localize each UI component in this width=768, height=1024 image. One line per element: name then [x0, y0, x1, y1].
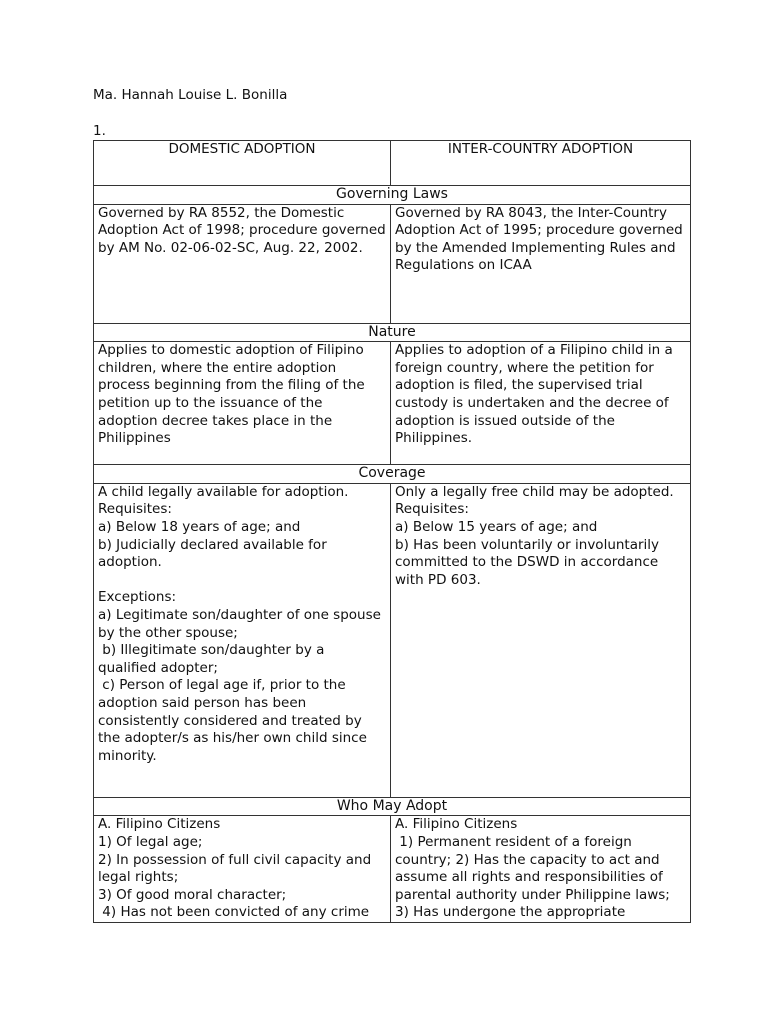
- table-row: [94, 342, 691, 465]
- governing-laws-domestic: Governed by RA 8552, the Domestic Adoption Act of 1998; procedure governed by AM No. 02-06-02-SC, Aug. 22, 2002.: [94, 204, 391, 323]
- who-domestic-item-2: 2) In possession of full civil capacity and legal rights;: [98, 851, 376, 886]
- governing-laws-inter-country: Governed by RA 8043, the Inter-Country Adoption Act of 1995; procedure governed by the Amended Implementing Rules and Regulations on ICAA: [391, 204, 691, 323]
- who-inter-country-item-1: 1) Permanent resident of a foreign country; 2) Has the capacity to act and assume all rights and responsibilities of parental authority under Philippine laws; 3) Has undergone the appropriate: [395, 833, 675, 921]
- table-header-row: [94, 141, 691, 186]
- section-title-nature: Nature: [94, 323, 691, 342]
- who-domestic-item-4: 4) Has not been convicted of any crime: [98, 904, 370, 921]
- who-inter-country-heading: A. Filipino Citizens: [395, 816, 518, 833]
- section-row-coverage: [94, 465, 691, 484]
- section-row-nature: [94, 323, 691, 342]
- author-name: Ma. Hannah Louise L. Bonilla: [93, 87, 288, 103]
- coverage-inter-country-requisite-b: b) Has been voluntarily or involuntarily committed to the DSWD in accordance with PD 603.: [395, 536, 664, 588]
- column-header-domestic: DOMESTIC ADOPTION: [94, 141, 391, 186]
- coverage-domestic-requisites-label: Requisites:: [98, 501, 172, 518]
- table-row: [94, 204, 691, 323]
- coverage-inter-country-requisites-label: Requisites:: [395, 501, 469, 518]
- coverage-inter-country-requisite-a: a) Below 15 years of age; and: [395, 518, 598, 535]
- coverage-domestic-exception-a: a) Legitimate son/daughter of one spouse by the other spouse;: [98, 606, 386, 641]
- column-header-inter-country: INTER-COUNTRY ADOPTION: [391, 141, 691, 186]
- table-row: [94, 483, 691, 797]
- coverage-domestic: [94, 483, 391, 797]
- coverage-domestic-exception-b: b) Illegitimate son/daughter by a qualified adopter;: [98, 642, 329, 676]
- nature-inter-country: Applies to adoption of a Filipino child in a foreign country, where the petition for adoption is filed, the supervised trial custody is undertaken and the decree of adoption is issued outside of the Philippines.: [391, 342, 691, 465]
- section-title-governing-laws: Governing Laws: [94, 186, 691, 205]
- adoption-comparison-table: [93, 140, 691, 923]
- who-domestic-heading: A. Filipino Citizens: [98, 816, 221, 833]
- nature-domestic: Applies to domestic adoption of Filipino children, where the entire adoption process beginning from the filing of the petition up to the issuance of the adoption decree takes place in the Philippines: [94, 342, 391, 465]
- spacer: [98, 572, 386, 590]
- coverage-domestic-exceptions-label: Exceptions:: [98, 589, 177, 606]
- coverage-domestic-requisite-a: a) Below 18 years of age; and: [98, 518, 301, 535]
- table-row: [94, 816, 691, 923]
- coverage-inter-country-intro: Only a legally free child may be adopted.: [395, 483, 674, 500]
- section-row-who-may-adopt: [94, 797, 691, 816]
- coverage-domestic-intro: A child legally available for adoption.: [98, 483, 349, 500]
- who-may-adopt-inter-country: [391, 816, 691, 923]
- who-domestic-item-1: 1) Of legal age;: [98, 833, 203, 850]
- coverage-domestic-requisite-b: b) Judicially declared available for adoption.: [98, 536, 332, 571]
- section-title-coverage: Coverage: [94, 465, 691, 484]
- coverage-domestic-exception-c: c) Person of legal age if, prior to the adoption said person has been consistently considered and treated by the adopter/s as his/her own child since minority.: [98, 677, 372, 764]
- who-domestic-item-3: 3) Of good moral character;: [98, 886, 287, 903]
- section-row-governing-laws: [94, 186, 691, 205]
- item-number: 1.: [93, 123, 106, 139]
- who-may-adopt-domestic: [94, 816, 391, 923]
- section-title-who-may-adopt: Who May Adopt: [94, 797, 691, 816]
- coverage-inter-country: [391, 483, 691, 797]
